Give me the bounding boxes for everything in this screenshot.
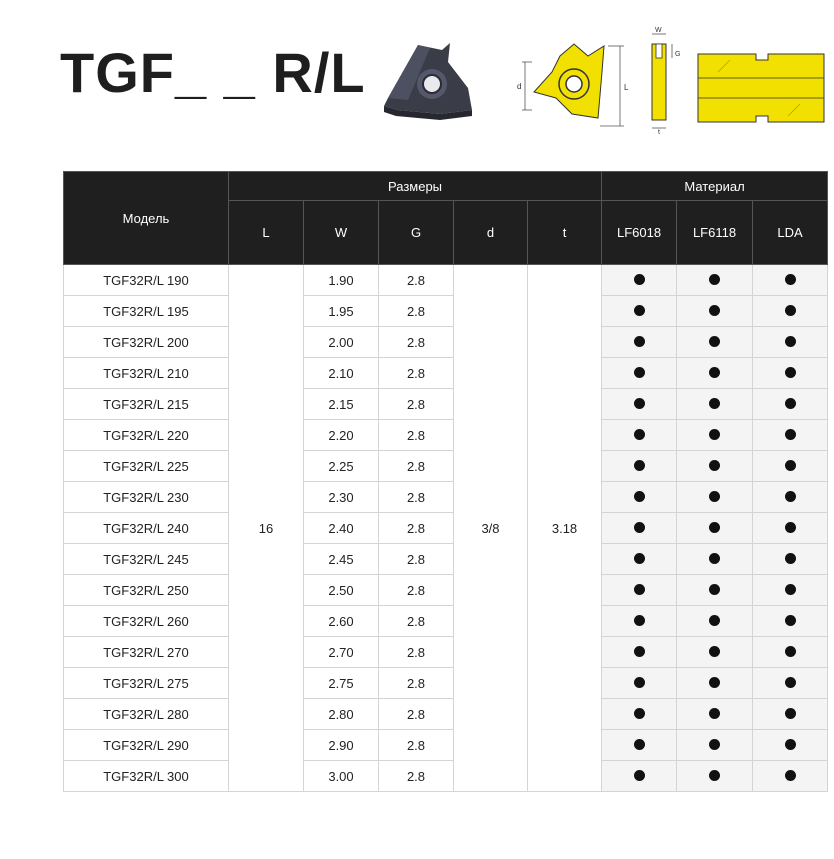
availability-lda <box>753 637 828 668</box>
availability-dot <box>785 553 796 564</box>
model-cell: TGF32R/L 260 <box>64 606 229 637</box>
header-col-g: G <box>379 201 454 265</box>
g-value-cell: 2.8 <box>379 575 454 606</box>
w-value-cell: 1.90 <box>304 265 379 296</box>
availability-lf6118 <box>677 637 753 668</box>
g-value-cell: 2.8 <box>379 451 454 482</box>
availability-lf6118 <box>677 699 753 730</box>
header-col-lf6118: LF6118 <box>677 201 753 265</box>
availability-lf6018 <box>602 296 677 327</box>
availability-lda <box>753 668 828 699</box>
w-value-cell: 2.30 <box>304 482 379 513</box>
header-col-lda: LDA <box>753 201 828 265</box>
availability-dot <box>785 584 796 595</box>
availability-dot <box>785 739 796 750</box>
model-cell: TGF32R/L 240 <box>64 513 229 544</box>
table-row <box>64 513 828 544</box>
availability-dot <box>785 460 796 471</box>
g-value-cell: 2.8 <box>379 389 454 420</box>
l-value-cell: 16 <box>229 265 304 792</box>
availability-dot <box>785 522 796 533</box>
g-value-cell: 2.8 <box>379 265 454 296</box>
table-row <box>64 606 828 637</box>
table-row <box>64 575 828 606</box>
model-cell: TGF32R/L 225 <box>64 451 229 482</box>
availability-dot <box>634 491 645 502</box>
availability-dot <box>634 367 645 378</box>
w-value-cell: 2.40 <box>304 513 379 544</box>
availability-lda <box>753 606 828 637</box>
g-value-cell: 2.8 <box>379 513 454 544</box>
availability-lda <box>753 327 828 358</box>
availability-dot <box>785 367 796 378</box>
t-value-cell: 3.18 <box>528 265 602 792</box>
w-value-cell: 2.70 <box>304 637 379 668</box>
g-value-cell: 2.8 <box>379 544 454 575</box>
availability-dot <box>709 646 720 657</box>
availability-dot <box>785 305 796 316</box>
availability-dot <box>709 615 720 626</box>
availability-lda <box>753 265 828 296</box>
insert-top-view <box>696 52 826 124</box>
table-row <box>64 482 828 513</box>
availability-dot <box>709 770 720 781</box>
table-row <box>64 358 828 389</box>
table-row <box>64 668 828 699</box>
g-value-cell: 2.8 <box>379 761 454 792</box>
availability-lda <box>753 699 828 730</box>
w-value-cell: 2.80 <box>304 699 379 730</box>
availability-lda <box>753 575 828 606</box>
availability-dot <box>709 739 720 750</box>
availability-dot <box>785 336 796 347</box>
availability-dot <box>709 522 720 533</box>
availability-lda <box>753 482 828 513</box>
availability-lf6018 <box>602 358 677 389</box>
availability-dot <box>785 646 796 657</box>
availability-lf6018 <box>602 606 677 637</box>
availability-dot <box>709 553 720 564</box>
w-value-cell: 2.15 <box>304 389 379 420</box>
availability-dot <box>634 460 645 471</box>
availability-dot <box>634 336 645 347</box>
insert-photo <box>380 40 480 120</box>
availability-lda <box>753 420 828 451</box>
availability-dot <box>634 770 645 781</box>
table-row <box>64 761 828 792</box>
model-cell: TGF32R/L 195 <box>64 296 229 327</box>
availability-lf6118 <box>677 544 753 575</box>
availability-dot <box>785 677 796 688</box>
w-value-cell: 3.00 <box>304 761 379 792</box>
availability-lda <box>753 730 828 761</box>
g-value-cell: 2.8 <box>379 637 454 668</box>
header-col-lf6018: LF6018 <box>602 201 677 265</box>
availability-dot <box>634 274 645 285</box>
availability-lf6118 <box>677 482 753 513</box>
g-value-cell: 2.8 <box>379 699 454 730</box>
availability-lda <box>753 358 828 389</box>
availability-lf6118 <box>677 730 753 761</box>
table-row <box>64 451 828 482</box>
w-value-cell: 2.20 <box>304 420 379 451</box>
availability-lf6118 <box>677 265 753 296</box>
d-value-cell: 3/8 <box>454 265 528 792</box>
table-row <box>64 730 828 761</box>
model-cell: TGF32R/L 300 <box>64 761 229 792</box>
availability-dot <box>709 677 720 688</box>
w-value-cell: 1.95 <box>304 296 379 327</box>
w-value-cell: 2.10 <box>304 358 379 389</box>
availability-lf6018 <box>602 451 677 482</box>
availability-lf6018 <box>602 327 677 358</box>
availability-dot <box>709 367 720 378</box>
availability-dot <box>709 491 720 502</box>
table-row <box>64 296 828 327</box>
availability-lf6018 <box>602 730 677 761</box>
spec-table-body <box>64 265 828 792</box>
availability-dot <box>634 398 645 409</box>
availability-lf6118 <box>677 668 753 699</box>
model-cell: TGF32R/L 250 <box>64 575 229 606</box>
availability-dot <box>785 615 796 626</box>
g-value-cell: 2.8 <box>379 358 454 389</box>
availability-lf6118 <box>677 575 753 606</box>
availability-lf6018 <box>602 761 677 792</box>
availability-lf6018 <box>602 389 677 420</box>
availability-dot <box>785 274 796 285</box>
model-cell: TGF32R/L 270 <box>64 637 229 668</box>
availability-lda <box>753 544 828 575</box>
availability-lda <box>753 296 828 327</box>
availability-lf6018 <box>602 513 677 544</box>
g-value-cell: 2.8 <box>379 296 454 327</box>
model-cell: TGF32R/L 290 <box>64 730 229 761</box>
w-value-cell: 2.90 <box>304 730 379 761</box>
g-value-cell: 2.8 <box>379 606 454 637</box>
g-value-cell: 2.8 <box>379 327 454 358</box>
availability-dot <box>709 274 720 285</box>
dim-label-g: G <box>675 51 681 58</box>
table-row <box>64 327 828 358</box>
g-value-cell: 2.8 <box>379 668 454 699</box>
w-value-cell: 2.45 <box>304 544 379 575</box>
g-value-cell: 2.8 <box>379 482 454 513</box>
model-cell: TGF32R/L 190 <box>64 265 229 296</box>
dim-label-l: L <box>624 83 629 92</box>
w-value-cell: 2.25 <box>304 451 379 482</box>
model-cell: TGF32R/L 200 <box>64 327 229 358</box>
table-row <box>64 637 828 668</box>
availability-dot <box>709 584 720 595</box>
availability-lf6018 <box>602 699 677 730</box>
availability-dot <box>634 305 645 316</box>
table-row <box>64 544 828 575</box>
availability-lf6118 <box>677 420 753 451</box>
availability-dot <box>785 398 796 409</box>
spec-table <box>63 171 828 792</box>
availability-lf6118 <box>677 606 753 637</box>
availability-dot <box>709 460 720 471</box>
table-row <box>64 699 828 730</box>
availability-dot <box>709 305 720 316</box>
availability-dot <box>634 739 645 750</box>
header-col-d: d <box>454 201 528 265</box>
availability-dot <box>709 336 720 347</box>
availability-dot <box>634 615 645 626</box>
dim-label-d: d <box>517 82 522 91</box>
model-cell: TGF32R/L 210 <box>64 358 229 389</box>
availability-lf6018 <box>602 575 677 606</box>
availability-lda <box>753 451 828 482</box>
header-col-w: W <box>304 201 379 265</box>
insert-dimension-drawing <box>512 26 692 134</box>
availability-dot <box>785 491 796 502</box>
table-row <box>64 389 828 420</box>
model-cell: TGF32R/L 245 <box>64 544 229 575</box>
availability-dot <box>634 522 645 533</box>
availability-lf6118 <box>677 327 753 358</box>
availability-dot <box>634 646 645 657</box>
dim-label-t: t <box>658 129 660 134</box>
header-material: Материал <box>602 172 828 201</box>
availability-lf6118 <box>677 358 753 389</box>
availability-lda <box>753 513 828 544</box>
availability-lda <box>753 389 828 420</box>
availability-dot <box>785 429 796 440</box>
model-cell: TGF32R/L 280 <box>64 699 229 730</box>
availability-dot <box>709 398 720 409</box>
header-dimensions: Размеры <box>229 172 602 201</box>
availability-lf6118 <box>677 761 753 792</box>
header-model: Модель <box>64 172 229 265</box>
availability-lf6118 <box>677 389 753 420</box>
header-col-t: t <box>528 201 602 265</box>
w-value-cell: 2.50 <box>304 575 379 606</box>
availability-dot <box>785 708 796 719</box>
w-value-cell: 2.00 <box>304 327 379 358</box>
availability-lf6118 <box>677 296 753 327</box>
availability-lf6018 <box>602 420 677 451</box>
g-value-cell: 2.8 <box>379 420 454 451</box>
availability-dot <box>709 429 720 440</box>
table-row <box>64 265 828 296</box>
model-cell: TGF32R/L 230 <box>64 482 229 513</box>
availability-lf6018 <box>602 637 677 668</box>
page-title: TGF_ _ R/L <box>60 41 366 104</box>
availability-lf6118 <box>677 451 753 482</box>
header-col-l: L <box>229 201 304 265</box>
availability-dot <box>634 708 645 719</box>
w-value-cell: 2.75 <box>304 668 379 699</box>
availability-lf6018 <box>602 482 677 513</box>
availability-lf6018 <box>602 668 677 699</box>
availability-dot <box>634 584 645 595</box>
dim-label-w: W <box>655 27 662 34</box>
availability-lf6018 <box>602 544 677 575</box>
g-value-cell: 2.8 <box>379 730 454 761</box>
model-cell: TGF32R/L 220 <box>64 420 229 451</box>
w-value-cell: 2.60 <box>304 606 379 637</box>
availability-dot <box>785 770 796 781</box>
model-cell: TGF32R/L 275 <box>64 668 229 699</box>
availability-lf6118 <box>677 513 753 544</box>
availability-lf6018 <box>602 265 677 296</box>
availability-dot <box>634 677 645 688</box>
availability-dot <box>709 708 720 719</box>
availability-lda <box>753 761 828 792</box>
table-row <box>64 420 828 451</box>
model-cell: TGF32R/L 215 <box>64 389 229 420</box>
availability-dot <box>634 429 645 440</box>
availability-dot <box>634 553 645 564</box>
